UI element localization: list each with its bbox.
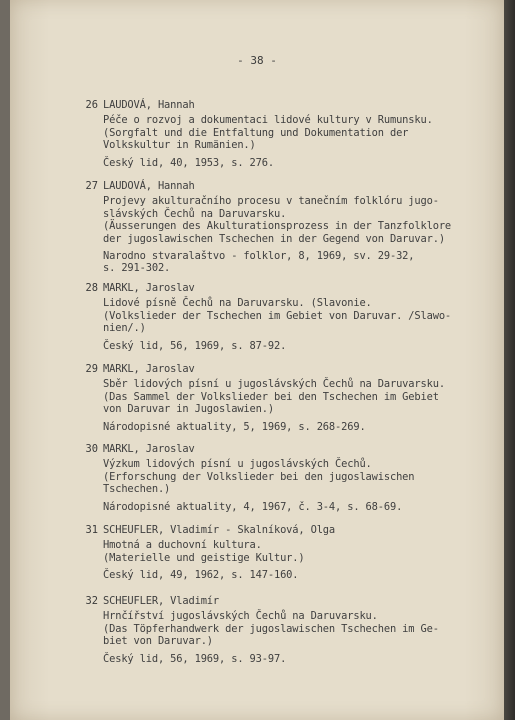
entry-citation: Český lid, 40, 1953, s. 276. <box>103 156 274 169</box>
entry-title-line: (Äusserungen des Akulturationsprozess in der Tanzfolklore <box>103 220 452 233</box>
entry-citation: Národopisné aktuality, 5, 1969, s. 268-269. <box>103 420 366 433</box>
entry-title-line: von Daruvar in Jugoslawien.) <box>103 403 274 416</box>
entry-title-line: Hmotná a duchovní kultura. <box>103 539 262 552</box>
entry-citation: Národopisné aktuality, 4, 1967, č. 3-4, s. 68-69. <box>103 500 403 513</box>
entry-author: MARKL, Jaroslav <box>103 282 195 294</box>
entry-title-line: Hrnčířství jugoslávských Čechů na Daruvarsku. <box>103 610 378 623</box>
entry-citation: Narodno stvaralaštvo - folklor, 8, 1969, sv. 29-32, <box>103 250 415 263</box>
entry-body <box>103 282 463 352</box>
entry-body <box>103 99 463 169</box>
entry-title-line: (Materielle und geistige Kultur.) <box>103 551 305 564</box>
entry-citation: Český lid, 56, 1969, s. 87-92. <box>103 339 287 352</box>
entry-citation: s. 291-302. <box>103 262 171 275</box>
book-spine <box>504 0 515 720</box>
entry-number: 32 <box>85 595 98 607</box>
entry-title-line: (Erforschung der Volkslieder bei den jugoslawischen <box>103 470 415 483</box>
entry-title-line: (Das Sammel der Volkslieder bei den Tschechen im Gebiet <box>103 390 439 403</box>
entry-author: LAUDOVÁ, Hannah <box>103 180 195 192</box>
entry-title-line: Výzkum lidových písní u jugoslávských Čechů. <box>103 458 372 471</box>
entry-author: SCHEUFLER, Vladimír - Skalníková, Olga <box>103 524 336 536</box>
entry-title-line: (Sorgfalt und die Entfaltung und Dokumentation der <box>103 126 409 139</box>
entry-number: 31 <box>85 524 98 536</box>
entry-title-line: Tschechen.) <box>103 483 171 496</box>
entry-title-line: biet von Daruvar.) <box>103 635 213 648</box>
entry-number: 26 <box>85 99 98 111</box>
entry-author: MARKL, Jaroslav <box>103 443 195 455</box>
entry-number: 28 <box>85 282 98 294</box>
entry-body <box>103 524 463 582</box>
entry-citation: Český lid, 56, 1969, s. 93-97. <box>103 652 287 665</box>
entry-title-line: (Das Töpferhandwerk der jugoslawischen Tschechen im Ge- <box>103 622 439 635</box>
entry-title-line: der jugoslawischen Tschechen in der Gegend von Daruvar.) <box>103 232 445 245</box>
entry-body <box>103 443 463 513</box>
document-page <box>10 0 504 720</box>
entry-title-line: (Volkslieder der Tschechen im Gebiet von Daruvar. /Slawo- <box>103 309 452 322</box>
entry-number: 29 <box>85 363 98 375</box>
entry-title-line: Volkskultur in Rumänien.) <box>103 139 256 152</box>
entry-body <box>103 595 463 665</box>
entry-author: LAUDOVÁ, Hannah <box>103 99 195 111</box>
entry-author: MARKL, Jaroslav <box>103 363 195 375</box>
entry-number: 30 <box>85 443 98 455</box>
page-number: - 38 - <box>237 54 277 67</box>
entry-title-line: Péče o rozvoj a dokumentaci lidové kultury v Rumunsku. <box>103 114 433 127</box>
entry-citation: Český lid, 49, 1962, s. 147-160. <box>103 569 299 582</box>
entry-title-line: Projevy akulturačního procesu v tanečním folklóru jugo- <box>103 195 439 208</box>
entry-number: 27 <box>85 180 98 192</box>
entry-body <box>103 180 463 275</box>
entry-body <box>103 363 463 433</box>
entry-title-line: nien/.) <box>103 322 146 335</box>
entry-title-line: slávských Čechů na Daruvarsku. <box>103 207 287 220</box>
entry-title-line: Lidové písně Čechů na Daruvarsku. (Slavonie. <box>103 297 372 310</box>
entry-author: SCHEUFLER, Vladimír <box>103 595 220 607</box>
entry-title-line: Sběr lidových písní u jugoslávských Čechů na Daruvarsku. <box>103 378 445 391</box>
